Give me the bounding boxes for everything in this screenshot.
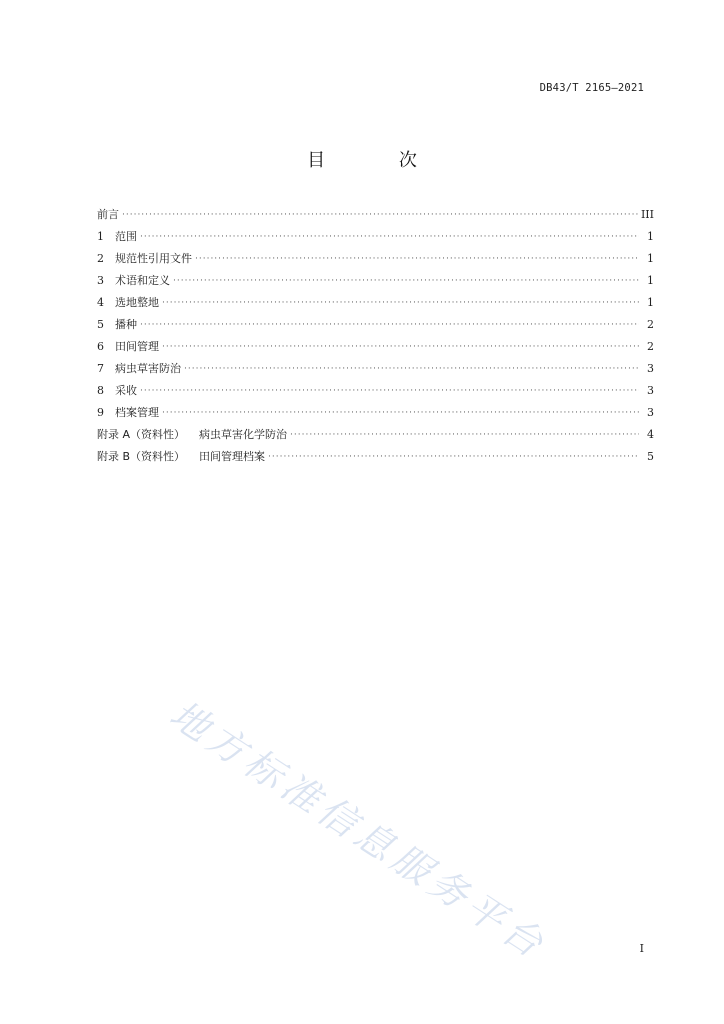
toc-leader-dots xyxy=(140,226,639,248)
page-title: 目 次 xyxy=(307,150,451,171)
toc-item-number: 2 xyxy=(97,252,104,265)
toc-item-records[interactable] xyxy=(97,402,654,424)
toc-item-site-selection[interactable] xyxy=(97,292,654,314)
toc-appendix-title: 病虫草害化学防治 xyxy=(199,428,288,441)
toc-item-number: 8 xyxy=(97,384,104,397)
toc-leader-dots xyxy=(140,314,639,336)
toc-leader-dots xyxy=(140,380,639,402)
toc-item-number: 4 xyxy=(97,296,104,309)
toc-leader-dots xyxy=(290,424,639,446)
table-of-contents xyxy=(97,204,654,468)
toc-page-number: 2 xyxy=(647,318,654,331)
page-number: I xyxy=(639,942,644,955)
toc-page-number: 1 xyxy=(647,274,654,287)
toc-item-field-management[interactable] xyxy=(97,336,654,358)
toc-item-scope[interactable] xyxy=(97,226,654,248)
toc-item-number: 5 xyxy=(97,318,104,331)
toc-page-number: 4 xyxy=(647,428,654,441)
toc-appendix-label: 附录 B（资料性） xyxy=(97,450,186,463)
toc-item-label: 田间管理 xyxy=(115,340,159,353)
toc-item-sowing[interactable] xyxy=(97,314,654,336)
toc-item-number: 6 xyxy=(97,340,104,353)
toc-page-number: 2 xyxy=(647,340,654,353)
toc-item-normative-references[interactable] xyxy=(97,248,654,270)
toc-leader-dots xyxy=(173,270,639,292)
toc-leader-dots xyxy=(268,446,639,468)
toc-item-appendix-b[interactable] xyxy=(97,446,654,468)
toc-leader-dots xyxy=(195,248,639,270)
toc-page-number: III xyxy=(640,208,654,221)
toc-item-terms[interactable] xyxy=(97,270,654,292)
toc-item-label: 采收 xyxy=(115,384,137,397)
toc-item-number: 3 xyxy=(97,274,104,287)
toc-item-label: 病虫草害防治 xyxy=(115,362,181,375)
toc-page-number: 3 xyxy=(647,406,654,419)
toc-item-label: 范围 xyxy=(115,230,137,243)
toc-leader-dots xyxy=(122,204,638,226)
toc-leader-dots xyxy=(162,292,639,314)
toc-item-label: 术语和定义 xyxy=(115,274,170,287)
toc-item-number: 9 xyxy=(97,406,104,419)
toc-page-number: 1 xyxy=(647,252,654,265)
toc-leader-dots xyxy=(184,358,639,380)
toc-item-harvest[interactable] xyxy=(97,380,654,402)
toc-page-number: 3 xyxy=(647,384,654,397)
toc-item-number: 7 xyxy=(97,362,104,375)
toc-page-number: 3 xyxy=(647,362,654,375)
toc-item-pest-control[interactable] xyxy=(97,358,654,380)
toc-item-label: 规范性引用文件 xyxy=(115,252,192,265)
toc-item-label: 选地整地 xyxy=(115,296,159,309)
toc-leader-dots xyxy=(162,336,639,358)
document-code: DB43/T 2165—2021 xyxy=(539,82,644,94)
toc-leader-dots xyxy=(162,402,639,424)
toc-page-number: 1 xyxy=(647,230,654,243)
toc-item-foreword[interactable] xyxy=(97,204,654,226)
toc-appendix-label: 附录 A（资料性） xyxy=(97,428,186,441)
toc-page-number: 5 xyxy=(647,450,654,463)
watermark-text: 地方标准信息服务平台 xyxy=(162,691,556,969)
toc-appendix-title: 田间管理档案 xyxy=(199,450,266,463)
toc-item-label: 档案管理 xyxy=(115,406,159,419)
toc-item-number: 1 xyxy=(97,230,104,243)
toc-item-appendix-a[interactable] xyxy=(97,424,654,446)
toc-item-label: 播种 xyxy=(115,318,137,331)
toc-page-number: 1 xyxy=(647,296,654,309)
toc-item-label: 前言 xyxy=(97,208,119,221)
